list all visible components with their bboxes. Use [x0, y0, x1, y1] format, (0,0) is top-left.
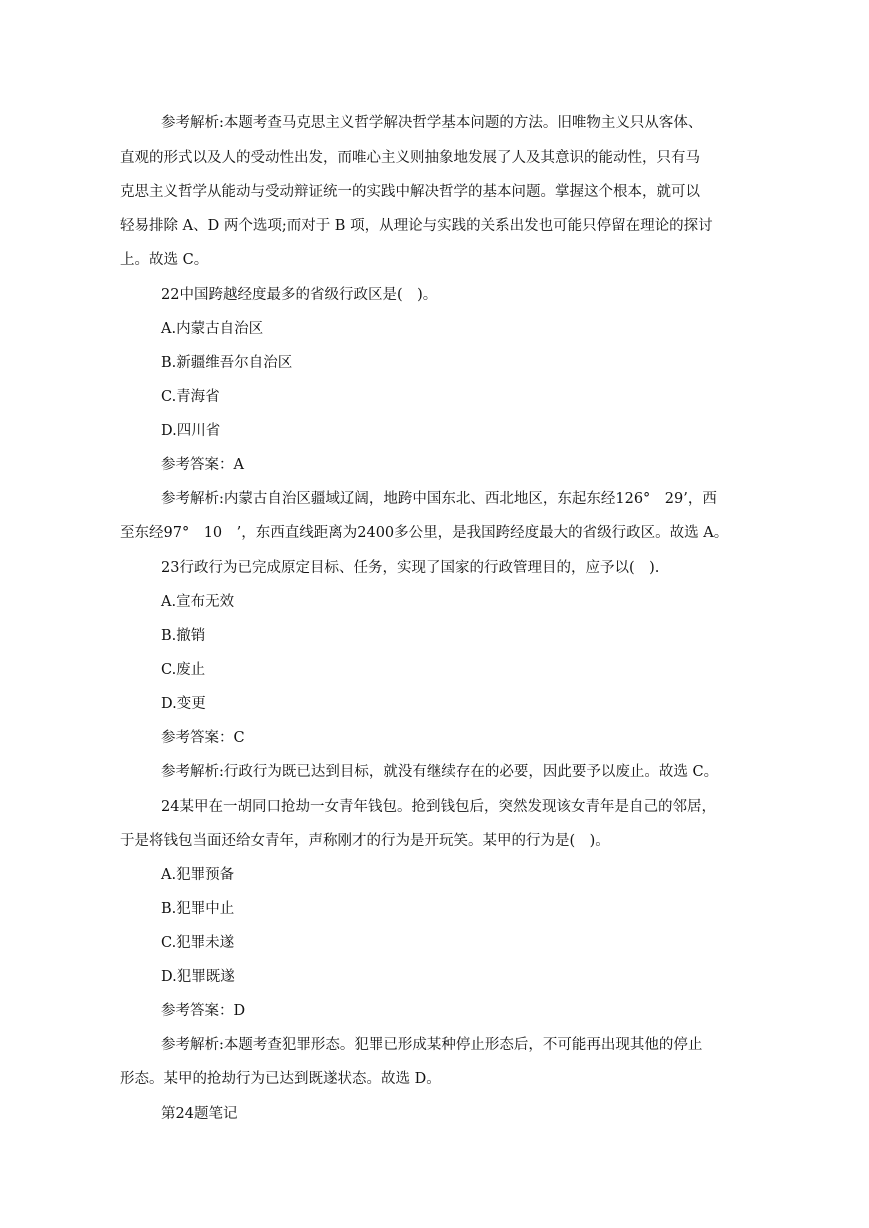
analysis-21-line-1: 参考解析:本题考查马克思主义哲学解决哲学基本问题的方法。旧唯物主义只从客体、 — [161, 115, 703, 131]
q24-answer: 参考答案：D — [161, 1003, 246, 1019]
q23-analysis: 参考解析:行政行为既已达到目标，就没有继续存在的必要，因此要予以废止。故选 C。 — [161, 764, 719, 780]
q22-option-d: D.四川省 — [161, 423, 221, 439]
q22-option-a: A.内蒙古自治区 — [161, 321, 264, 337]
question-22: 22中国跨越经度最多的省级行政区是( )。 — [161, 287, 438, 303]
q23-answer: 参考答案：C — [161, 730, 245, 746]
q22-option-b: B.新疆维吾尔自治区 — [161, 355, 293, 371]
q23-option-d: D.变更 — [161, 696, 206, 712]
q24-option-d: D.犯罪既遂 — [161, 969, 235, 985]
question-24-line-1: 24某甲在一胡同口抢劫一女青年钱包。抢到钱包后，突然发现该女青年是自己的邻居， — [161, 799, 716, 815]
q22-option-c: C.青海省 — [161, 389, 220, 405]
q22-answer: 参考答案：A — [161, 457, 244, 473]
q22-analysis-line-2: 至东经97° 10 ’，东西直线距离为2400多公里，是我国跨经度最大的省级行政区。故选 A。 — [120, 525, 729, 541]
q23-option-c: C.废止 — [161, 662, 206, 678]
q23-option-b: B.撤销 — [161, 628, 206, 644]
q24-option-b: B.犯罪中止 — [161, 901, 235, 917]
analysis-21-line-3: 克思主义哲学从能动与受动辩证统一的实践中解决哲学的基本问题。掌握这个根本，就可以 — [120, 184, 700, 200]
q24-option-c: C.犯罪未遂 — [161, 935, 235, 951]
q22-analysis-line-1: 参考解析:内蒙古自治区疆域辽阔，地跨中国东北、西北地区，东起东经126° 29’，西 — [161, 491, 717, 507]
question-23: 23行政行为已完成原定目标、任务，实现了国家的行政管理目的，应予以( ). — [161, 560, 660, 576]
question-24-line-2: 于是将钱包当面还给女青年，声称刚才的行为是开玩笑。某甲的行为是( )。 — [120, 833, 610, 849]
analysis-21-line-5: 上。故选 C。 — [120, 252, 209, 268]
q24-analysis-line-1: 参考解析:本题考查犯罪形态。犯罪已形成某种停止形态后，不可能再出现其他的停止 — [161, 1037, 703, 1053]
analysis-21-line-4: 轻易排除 A、D 两个选项;而对于 B 项，从理论与实践的关系出发也可能只停留在理论的探讨 — [120, 218, 713, 234]
q24-option-a: A.犯罪预备 — [161, 867, 235, 883]
q24-note-link[interactable]: 第24题笔记 — [161, 1106, 238, 1122]
q24-analysis-line-2: 形态。某甲的抢劫行为已达到既遂状态。故选 D。 — [120, 1071, 441, 1087]
q23-option-a: A.宣布无效 — [161, 594, 235, 610]
analysis-21-line-2: 直观的形式以及人的受动性出发，而唯心主义则抽象地发展了人及其意识的能动性，只有马 — [120, 150, 700, 166]
